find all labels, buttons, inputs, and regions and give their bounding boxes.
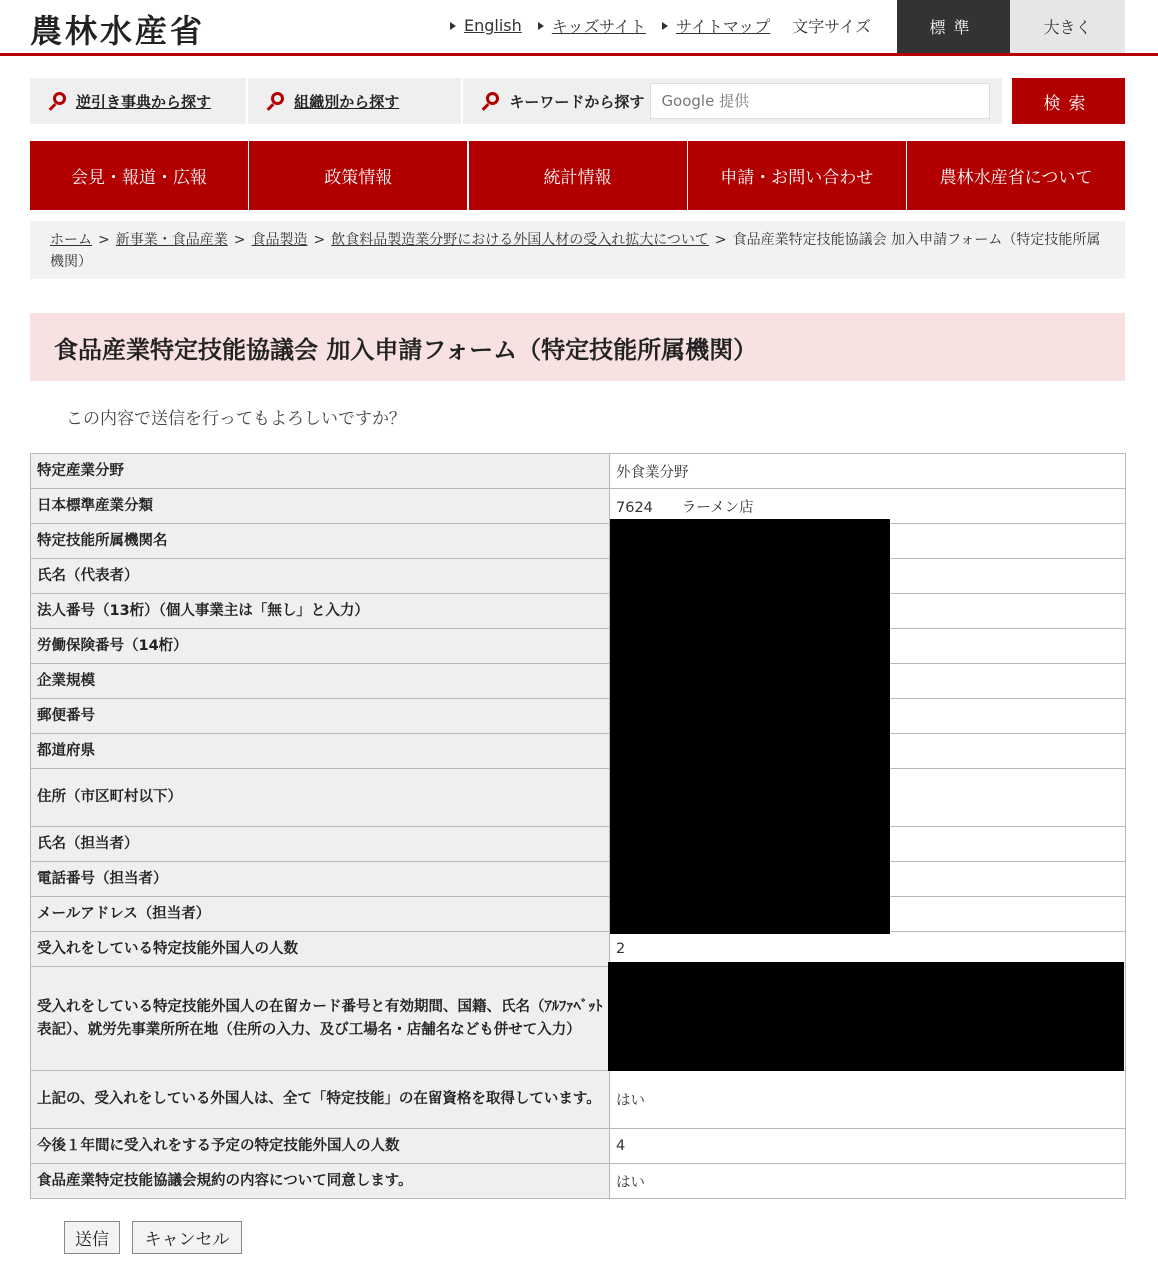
row-value: 7624 ラーメン店 xyxy=(610,489,1126,524)
site-header xyxy=(0,0,1158,56)
row-value: はい xyxy=(610,1071,1126,1129)
arrow-right-icon xyxy=(538,22,544,30)
submit-button[interactable]: 送信 xyxy=(64,1221,120,1254)
table-row xyxy=(31,559,1126,594)
keyword-search-label: キーワードから探す xyxy=(509,92,645,111)
breadcrumb-home[interactable]: ホーム xyxy=(50,232,92,248)
row-label: 特定産業分野 xyxy=(31,454,610,489)
table-row xyxy=(31,1071,1126,1129)
nav-applications[interactable]: 申請・お問い合わせ xyxy=(688,141,906,210)
table-row xyxy=(31,524,1126,559)
row-label: 上記の、受入れをしている外国人は、全て「特定技能」の在留資格を取得しています。 xyxy=(31,1071,610,1129)
row-label: 日本標準産業分類 xyxy=(31,489,610,524)
search-input[interactable] xyxy=(650,83,990,119)
sitemap-link[interactable]: サイトマップ xyxy=(662,14,770,37)
breadcrumb-separator: > xyxy=(98,232,110,248)
table-row xyxy=(31,897,1126,932)
row-label: 氏名（担当者） xyxy=(31,827,610,862)
form-actions xyxy=(64,1221,242,1254)
font-size-standard-button[interactable]: 標準 xyxy=(897,0,1010,53)
table-row xyxy=(31,489,1126,524)
row-value: 外食業分野 xyxy=(610,454,1126,489)
redaction-block xyxy=(610,519,890,934)
table-row xyxy=(31,1129,1126,1164)
reverse-dictionary-search-link[interactable]: 逆引き事典から探す xyxy=(30,78,246,124)
breadcrumb-new-business[interactable]: 新事業・食品産業 xyxy=(115,232,228,248)
row-label: 住所（市区町村以下） xyxy=(31,769,610,827)
breadcrumb-food-manufacturing[interactable]: 食品製造 xyxy=(251,232,308,248)
table-row xyxy=(31,827,1126,862)
search-icon xyxy=(50,92,68,110)
table-row xyxy=(31,734,1126,769)
site-logo[interactable]: 農林水産省 xyxy=(30,12,206,50)
row-label: 企業規模 xyxy=(31,664,610,699)
table-row xyxy=(31,862,1126,897)
row-label: メールアドレス（担当者） xyxy=(31,897,610,932)
row-label: 受入れをしている特定技能外国人の在留カード番号と有効期間、国籍、氏名（ｱﾙﾌｧﾍﾞｯﾄ表記）、就労先事業所所在地（住所の入力、及び工場名・店舗名なども併せて入力） xyxy=(31,967,610,1071)
row-label: 特定技能所属機関名 xyxy=(31,524,610,559)
nav-policy[interactable]: 政策情報 xyxy=(249,141,467,210)
table-row xyxy=(31,664,1126,699)
row-label: 郵便番号 xyxy=(31,699,610,734)
global-nav xyxy=(30,141,1125,210)
row-label: 都道府県 xyxy=(31,734,610,769)
row-label: 受入れをしている特定技能外国人の人数 xyxy=(31,932,610,967)
table-row xyxy=(31,454,1126,489)
nav-press[interactable]: 会見・報道・広報 xyxy=(30,141,248,210)
confirmation-table xyxy=(30,453,1126,1199)
row-label: 労働保険番号（14桁） xyxy=(31,629,610,664)
confirm-message: この内容で送信を行ってもよろしいですか？ xyxy=(66,409,406,429)
search-bar xyxy=(30,78,1125,124)
arrow-right-icon xyxy=(662,22,668,30)
utility-links xyxy=(450,14,871,37)
keyword-search xyxy=(463,78,1002,124)
row-value: 4 xyxy=(610,1129,1126,1164)
search-icon xyxy=(268,92,286,110)
table-row xyxy=(31,629,1126,664)
font-size-large-button[interactable]: 大きく xyxy=(1010,0,1125,53)
kids-site-link[interactable]: キッズサイト xyxy=(538,14,646,37)
redaction-block xyxy=(608,962,1124,1071)
table-row xyxy=(31,1164,1126,1199)
row-value: はい xyxy=(610,1164,1126,1199)
breadcrumb-foreign-workers[interactable]: 飲食料品製造業分野における外国人材の受入れ拡大について xyxy=(331,232,709,248)
page-title: 食品産業特定技能協議会 加入申請フォーム（特定技能所属機関） xyxy=(54,335,758,364)
cancel-button[interactable]: キャンセル xyxy=(132,1221,242,1254)
row-label: 法人番号（13桁）（個人事業主は「無し」と入力） xyxy=(31,594,610,629)
search-button[interactable]: 検索 xyxy=(1012,78,1125,124)
organization-search-link[interactable]: 組織別から探す xyxy=(248,78,461,124)
row-label: 食品産業特定技能協議会規約の内容について同意します。 xyxy=(31,1164,610,1199)
nav-about[interactable]: 農林水産省について xyxy=(907,141,1125,210)
table-row xyxy=(31,699,1126,734)
font-size-label: 文字サイズ xyxy=(792,17,872,36)
row-label: 氏名（代表者） xyxy=(31,559,610,594)
breadcrumb-separator: > xyxy=(233,232,246,248)
row-label: 電話番号（担当者） xyxy=(31,862,610,897)
breadcrumb-separator: > xyxy=(313,232,326,248)
arrow-right-icon xyxy=(450,22,456,30)
row-label: 今後１年間に受入れをする予定の特定技能外国人の人数 xyxy=(31,1129,610,1164)
table-row xyxy=(31,769,1126,827)
english-link[interactable]: English xyxy=(450,16,522,35)
nav-statistics[interactable]: 統計情報 xyxy=(469,141,687,210)
breadcrumb-current: 食品産業特定技能協議会 加入申請フォーム（特定技能所属機関） xyxy=(50,232,1101,270)
row-value: 2 xyxy=(610,932,1126,967)
page-title-box xyxy=(30,313,1125,381)
search-icon xyxy=(483,92,501,110)
table-row xyxy=(31,594,1126,629)
breadcrumb xyxy=(30,221,1125,279)
breadcrumb-separator: > xyxy=(714,232,727,248)
